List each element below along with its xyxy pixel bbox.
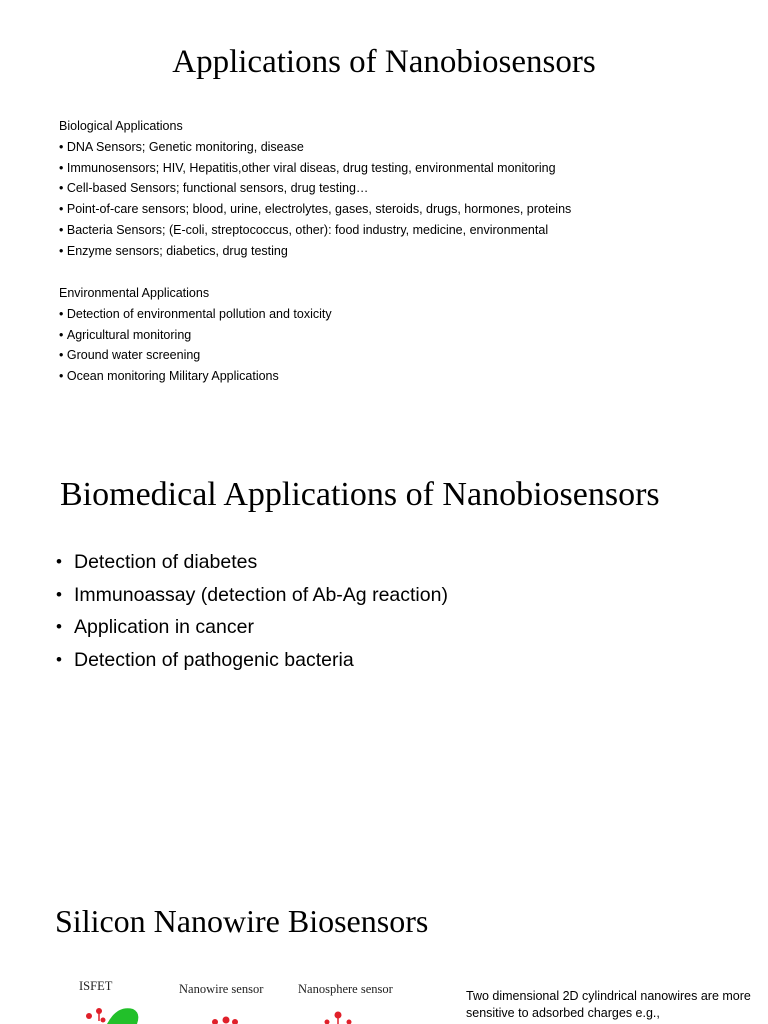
biological-applications-list: [59, 137, 739, 262]
list-item: • Detection of pathogenic bacteria: [56, 644, 736, 677]
slide-title-applications: Applications of Nanobiosensors: [172, 44, 596, 80]
nanowire-illustration: [212, 1017, 238, 1024]
list-item: • Immunoassay (detection of Ab-Ag reaction): [56, 579, 736, 612]
list-item: • Application in cancer: [56, 611, 736, 644]
figure-label-nanosphere: Nanosphere sensor: [298, 982, 393, 996]
list-item: • DNA Sensors; Genetic monitoring, disease: [59, 137, 739, 158]
list-item: • Cell-based Sensors; functional sensors, drug testing…: [59, 178, 739, 199]
list-item: • Detection of environmental pollution and toxicity: [59, 304, 739, 325]
list-item: • Bacteria Sensors; (E-coli, streptococcus, other): food industry, medicine, environmental: [59, 220, 739, 241]
biological-applications-heading: Biological Applications: [59, 119, 183, 133]
list-item: • Detection of diabetes: [56, 546, 736, 579]
sensor-comparison-figure: [55, 975, 435, 1024]
slide-title-silicon-nanowire: Silicon Nanowire Biosensors: [55, 903, 429, 939]
environmental-applications-heading: Environmental Applications: [59, 286, 210, 300]
sensor-illustration: [55, 975, 435, 1024]
slide-title-biomedical: Biomedical Applications of Nanobiosensors: [60, 476, 660, 513]
figure-caption: Two dimensional 2D cylindrical nanowires are more sensitive to adsorbed charges e.g.,: [466, 989, 751, 1020]
list-item: • Immunosensors; HIV, Hepatitis,other viral diseas, drug testing, environmental monitoring: [59, 158, 739, 179]
environmental-applications-list: [59, 304, 739, 387]
figure-label-isfet: ISFET: [79, 979, 113, 993]
list-item: • Agricultural monitoring: [59, 325, 739, 346]
environmental-applications-section: [59, 283, 739, 387]
list-item: • Ocean monitoring Military Applications: [59, 366, 739, 387]
list-item: • Enzyme sensors; diabetics, drug testing: [59, 241, 739, 262]
list-item: • Ground water screening: [59, 345, 739, 366]
list-item: • Point-of-care sensors; blood, urine, electrolytes, gases, steroids, drugs, hormones, proteins: [59, 199, 739, 220]
isfet-illustration: [86, 1008, 138, 1024]
figure-label-nanowire: Nanowire sensor: [179, 982, 264, 996]
biomedical-applications-list: [56, 546, 736, 676]
biological-applications-section: [59, 116, 739, 262]
nanosphere-illustration: [325, 1012, 352, 1024]
